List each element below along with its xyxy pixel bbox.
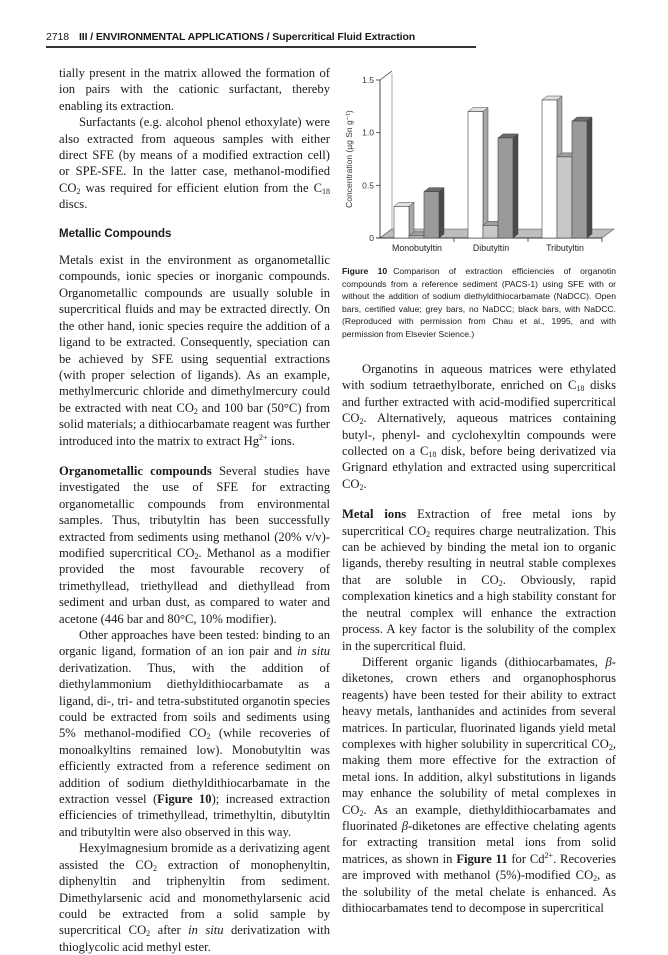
figure-reference-link[interactable]: Figure 11 — [456, 851, 508, 866]
bar-tributyltin-certified — [542, 100, 557, 238]
bar-chart — [340, 55, 630, 265]
bar-side — [483, 108, 488, 238]
run-in-heading: Metal ions — [342, 507, 407, 522]
running-title: III / ENVIRONMENTAL APPLICATIONS / Supercritical Fluid Extraction — [78, 31, 416, 43]
y-tick-label: 1.5 — [362, 75, 374, 85]
bar-dibutyltin-no-nadcc — [483, 225, 498, 238]
paragraph: Surfactants (e.g. alcohol phenol ethoxylate) were also extracted from aqueous samples with either direct SFE (by means of a modified extraction cell) or SPE-SFE. In the latter case, methanol-modified $CO_2$ was required for efficient elution from the $C_{18}$ discs. — [59, 115, 330, 212]
bar-monobutyltin-with-nadcc — [424, 192, 439, 238]
paragraph: Organotins in aqueous matrices were ethylated with sodium tetraethylborate, enriched on $C_{18}$ disks and further extracted with acid-modified supercritical $CO_2$. Alternatively, aqueous matrices containing butyl-, phenyl- and cyclohexyltin compounds were collected on a $C_{18}$ disk, before being derivatized via Grignard ethylation and extracted using supercritical $CO_2$. — [342, 362, 617, 492]
paragraph: Other approaches have been tested: binding to an organic ligand, formation of an ion pair and in situ derivatization. Thus, with the addition of diethylammonium diethyldithiocarbamate as a ligand, di-, tri- and tetra-substituted organotin species could be extracted from soils and sediments using 5% methanol-modified $CO_2$ (while recoveries of monoalkyltins remained low). Monobutyltin was efficiently extracted from a reference sediment on addition of sodium diethyldithiocarbamate in the extraction vessel (Figure 10); increased extraction efficiencies of trimethyllead, trimethyltin, dibutyltin and tributyltin were also observed in this way. — [59, 628, 331, 839]
caption-text: Comparison of extraction efficiencies of organotin compounds from a reference sediment (PACS-1) using SFE with or without the addition of sodium diethyldithiocarbamate (NaDCC). Open bars, certified value; grey bars, no NaDCC; black bars, with NaDCC. (Reproduced with permission from Chau et al., 1995, and with permission from Elsevier Science.) — [342, 266, 616, 339]
paragraph: Organometallic compounds Several studies have investigated the use of SFE for extracting organometallic compounds from environmental samples. Thus, tributyltin has been successfully extracted from sediments using methanol (20% v/v)-modified supercritical $CO_2$. Methanol as a modifier provided the most favourable recovery of trimethyllead, triethyllead and diethyllead from sediment and urban dust, as compared to water and acetone (446 bar and 80°C, 10% modifier). — [59, 463, 330, 626]
paragraph: Metal ions Extraction of free metal ions by supercritical $CO_2$ requires charge neutralization. This can be achieved by binding the metal ion to organic ligands, thereby resulting in neutral stable complexes that are soluble in $CO_2$. Obviously, rapid complexation kinetics and a high stability constant for the neutral complex will enhance the extraction process. A key factor is the solubility of the complex in the supercritical fluid. — [342, 507, 617, 653]
y-tick-label: 0 — [369, 233, 374, 243]
y-tick-label: 1.0 — [362, 127, 374, 138]
top-depth-line — [380, 71, 392, 80]
paragraph: Hexylmagnesium bromide as a derivatizing agent assisted the $CO_2$ extraction of monophenyltin, diphenyltin and triphenyltin from sediment. Dimethylarsenic acid and monomethylarsenic acid could be extracted from a solid sample by supercritical $CO_2$ after in situ derivatization with thioglycolic acid methyl ester. — [59, 841, 330, 954]
x-tick-label: Monobutyltin — [392, 243, 442, 253]
running-header — [46, 31, 476, 43]
paragraph: Metals exist in the environment as organometallic compounds, ionic species or inorganic compounds. Organometallic compounds are usually soluble in supercritical fluids and may be extracted directly. On the other hand, ionic species require the addition of a ligand to be extracted. Consequently, speciation can be achieved by SFE using sequential extractions (with proper selection of ligands). As an example, methylmercuric chloride and dimethylmercury could be extracted with neat $CO_2$ and 100 bar (50°C) from solid materials; a dithiocarbamate reagent was further introduced into the matrix to extract $Hg^{2+}$ ions. — [59, 253, 331, 448]
y-tick-label: 0.5 — [362, 180, 374, 191]
bar-dibutyltin-certified — [468, 112, 483, 238]
x-tick-label: Tributyltin — [546, 243, 584, 253]
bar-tributyltin-no-nadcc — [557, 157, 572, 238]
page-number: 2718 — [46, 31, 69, 43]
left-column — [59, 65, 330, 955]
paragraph: Different organic ligands (dithiocarbamates, β-diketones, crown ethers and organophosphorus reagents) have been tested for their ability to extract heavy metals, lanthanides and actinides from several matrices. In particular, fluorinated ligands yield metal complexes with higher solubility in supercritical $CO_2$, making them more effective for the extraction of metal ions. In addition, alkyl substitutions in ligands may enhance the solubility of metal complexes in $CO_2$. As an example, diethyldithiocarbamates and fluorinated β-diketones are effective chelating agents for extracting transition metal ions from solid matrices, as shown in Figure 11 for $Cd^{2+}$. Recoveries are improved with methanol (5%)-modified $CO_2$, as the solubility of the metal chelate is enhanced. As dithiocarbamates tend to decompose in supercritical — [342, 654, 616, 915]
figure-caption — [342, 265, 616, 341]
bar-dibutyltin-with-nadcc — [498, 138, 513, 238]
right-column — [342, 361, 616, 916]
figure-reference-link[interactable]: Figure 10 — [157, 792, 212, 807]
bar-tributyltin-with-nadcc — [572, 121, 587, 238]
bar-side — [587, 117, 592, 238]
bar-side — [513, 134, 518, 238]
section-heading: Metallic Compounds — [59, 227, 172, 240]
y-axis-label: Concentration (µg Sn g⁻¹) — [344, 110, 354, 208]
figure-label: Figure 10 — [342, 266, 388, 276]
paragraph: tially present in the matrix allowed the formation of ion pairs with the cationic surfactant, thereby enabling its extraction. — [59, 66, 330, 113]
bar-side — [439, 188, 444, 238]
bar-monobutyltin-certified — [394, 206, 409, 238]
header-rule — [46, 46, 476, 48]
bar-monobutyltin-no-nadcc — [409, 236, 424, 238]
x-tick-label: Dibutyltin — [472, 243, 510, 253]
run-in-heading: Organometallic compounds — [59, 463, 212, 478]
